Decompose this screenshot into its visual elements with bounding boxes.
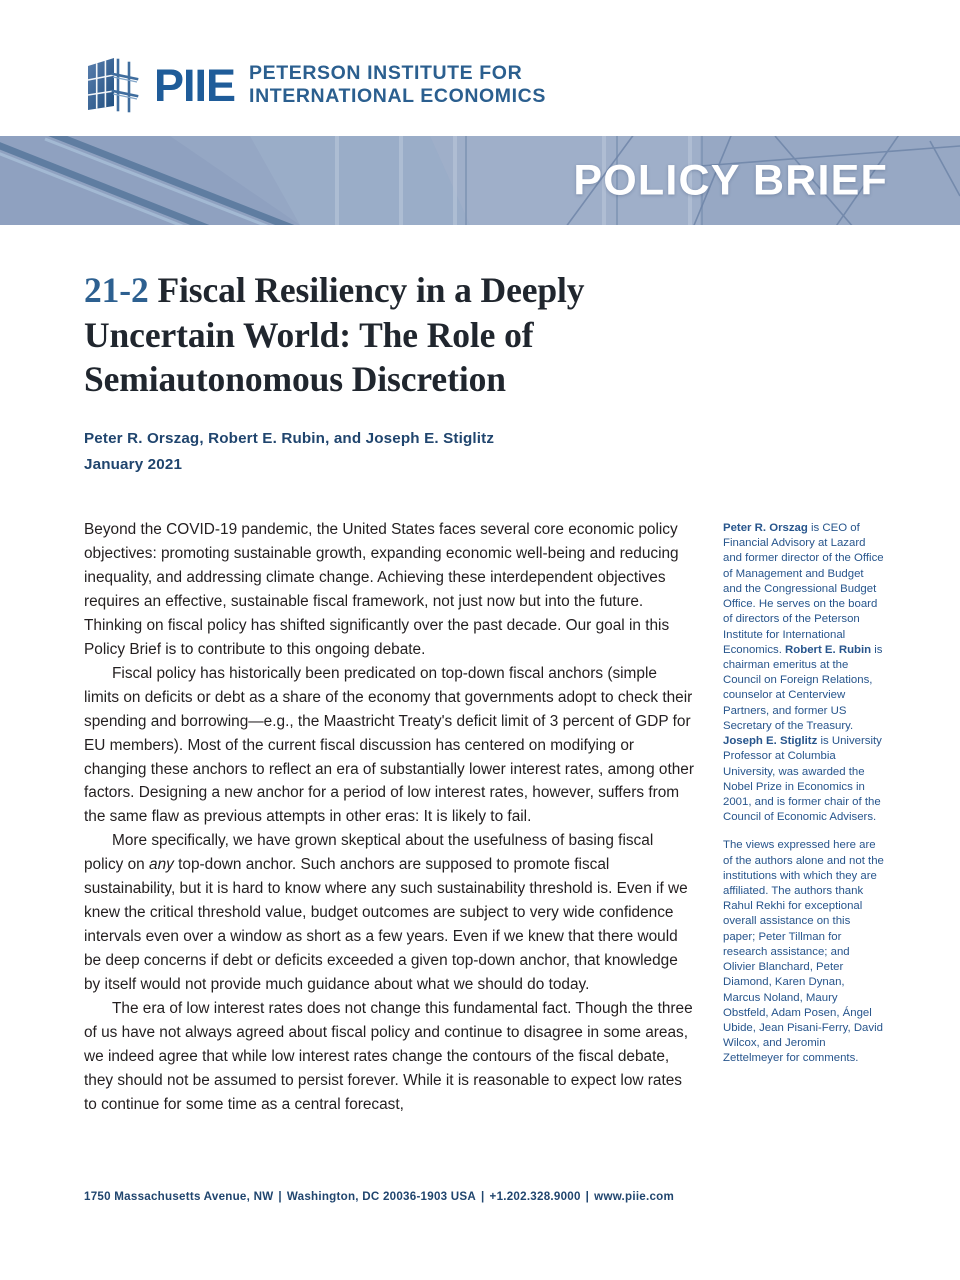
page-title <box>84 268 694 402</box>
body-paragraph-1: Beyond the COVID-19 pandemic, the United States faces several core economic policy objectives: promoting sustainable growth, expanding economic well-being and reducing inequality, and addressing climate change. Achieving these interdependent objectives requires an effective, sustainable fiscal framework, not just now but into the future. Thinking on fiscal policy has shifted significantly over the past decade. Our goal in this Policy Brief is to contribute to this ongoing debate. <box>84 521 679 658</box>
acknowledgments-paragraph: The views expressed here are of the authors alone and not the institutions with which they are affiliated. The authors thank Rahul Rekhi for exceptional overall assistance on this paper; Peter Tillman for research assistance; and Olivier Blanchard, Peter Diamond, Karen Dynan, Marcus Noland, Maury Obstfeld, Adam Posen, Ángel Ubide, Jean Pisani-Ferry, David Wilcox, and Jeromin Zettelmeyer for comments. <box>723 839 884 1065</box>
author-bio-sidebar <box>723 521 885 1067</box>
body-paragraph-4: The era of low interest rates does not change this fundamental fact. Though the three of us have not always agreed about fiscal policy and continue to disagree in some areas, we indeed agree that while low interest rates change the contours of the fiscal debate, they should not be assumed to persist forever. While it is reasonable to expect low rates to continue for some time as a central forecast, <box>84 1000 693 1113</box>
piie-tagline-line2: INTERNATIONAL ECONOMICS <box>249 85 546 107</box>
body-paragraph-3 <box>84 829 694 997</box>
piie-tagline <box>249 62 546 108</box>
footer-city: Washington, DC 20036-1903 USA <box>286 1190 477 1203</box>
body-paragraph-3-part2: top-down anchor. Such anchors are supposed to promote fiscal sustainability, but it is hard to know where any such sustainability threshold is. Even if we knew the critical threshold value, budget outcomes are subject to very wide confidence intervals even over a window as short as a few years. Even if we knew that there would be deep concerns if debt or deficits exceeded a given top-down anchor, that knowledge by itself would not provide much guidance about what we should do today. <box>84 856 688 994</box>
footer-address: 1750 Massachusetts Avenue, NW <box>84 1190 274 1203</box>
publication-date: January 2021 <box>84 455 183 473</box>
banner-title: POLICY BRIEF <box>573 156 888 204</box>
body-text-column <box>84 518 694 1117</box>
footer-separator-2: | <box>481 1190 485 1203</box>
piie-tagline-line1: PETERSON INSTITUTE FOR <box>249 62 523 84</box>
piie-logo[interactable] <box>82 54 546 116</box>
bio-name-rubin: Robert E. Rubin <box>785 643 872 656</box>
author-list: Peter R. Orszag, Robert E. Rubin, and Joseph E. Stiglitz <box>84 429 495 447</box>
policy-brief-banner <box>0 136 960 225</box>
bio-text-orszag: is CEO of Financial Advisory at Lazard and former director of the Office of Management and Budget and the Congressional Budget Office. He serves on the board of directors of the Peterson Institute for International Economics. <box>723 522 884 656</box>
piie-building-mark-icon <box>82 54 144 116</box>
body-emphasis-any: any <box>149 856 174 874</box>
bio-name-orszag: Peter R. Orszag <box>723 522 808 534</box>
footer-website[interactable]: www.piie.com <box>594 1190 675 1203</box>
title-block <box>84 268 694 473</box>
footer-separator-1: | <box>278 1190 282 1203</box>
footer-contact-info <box>84 1190 674 1203</box>
site-header <box>0 0 960 136</box>
bio-text-stiglitz: is University Professor at Columbia University, was awarded the Nobel Prize in Economics in 2001, and is former chair of the Council of Economic Advisers. <box>723 735 882 824</box>
document-number: 21-2 <box>84 270 149 310</box>
bio-name-stiglitz: Joseph E. Stiglitz <box>723 735 818 748</box>
bio-text-rubin: is chairman emeritus at the Council on Foreign Relations, counselor at Centerview Partners, and former US Secretary of the Treasury. <box>723 643 883 732</box>
author-bio-paragraph <box>723 521 885 825</box>
footer-phone: +1.202.328.9000 <box>489 1190 581 1203</box>
document-title-text: Fiscal Resiliency in a Deeply Uncertain World: The Role of Semiautonomous Discretion <box>84 270 585 400</box>
footer-separator-3: | <box>585 1190 590 1203</box>
piie-wordmark: PIIE <box>154 59 236 111</box>
body-paragraph-2: Fiscal policy has historically been predicated on top-down fiscal anchors (simple limits on deficits or debt as a share of the economy that governments adopt to check their spending and borrowing—e.g., the Maastricht Treaty's deficit limit of 3 percent of GDP for EU members). Most of the current fiscal discussion has centered on modifying or changing these anchors to reflect an era of substantially lower interest rates, among other factors. Designing a new anchor for a period of low interest rates, however, suffers from the same flaw as previous attempts in other eras: It is likely to fail. <box>84 664 694 826</box>
body-paragraph-3-part1: More specifically, we have grown skeptical about the usefulness of basing fiscal policy on <box>84 832 654 874</box>
